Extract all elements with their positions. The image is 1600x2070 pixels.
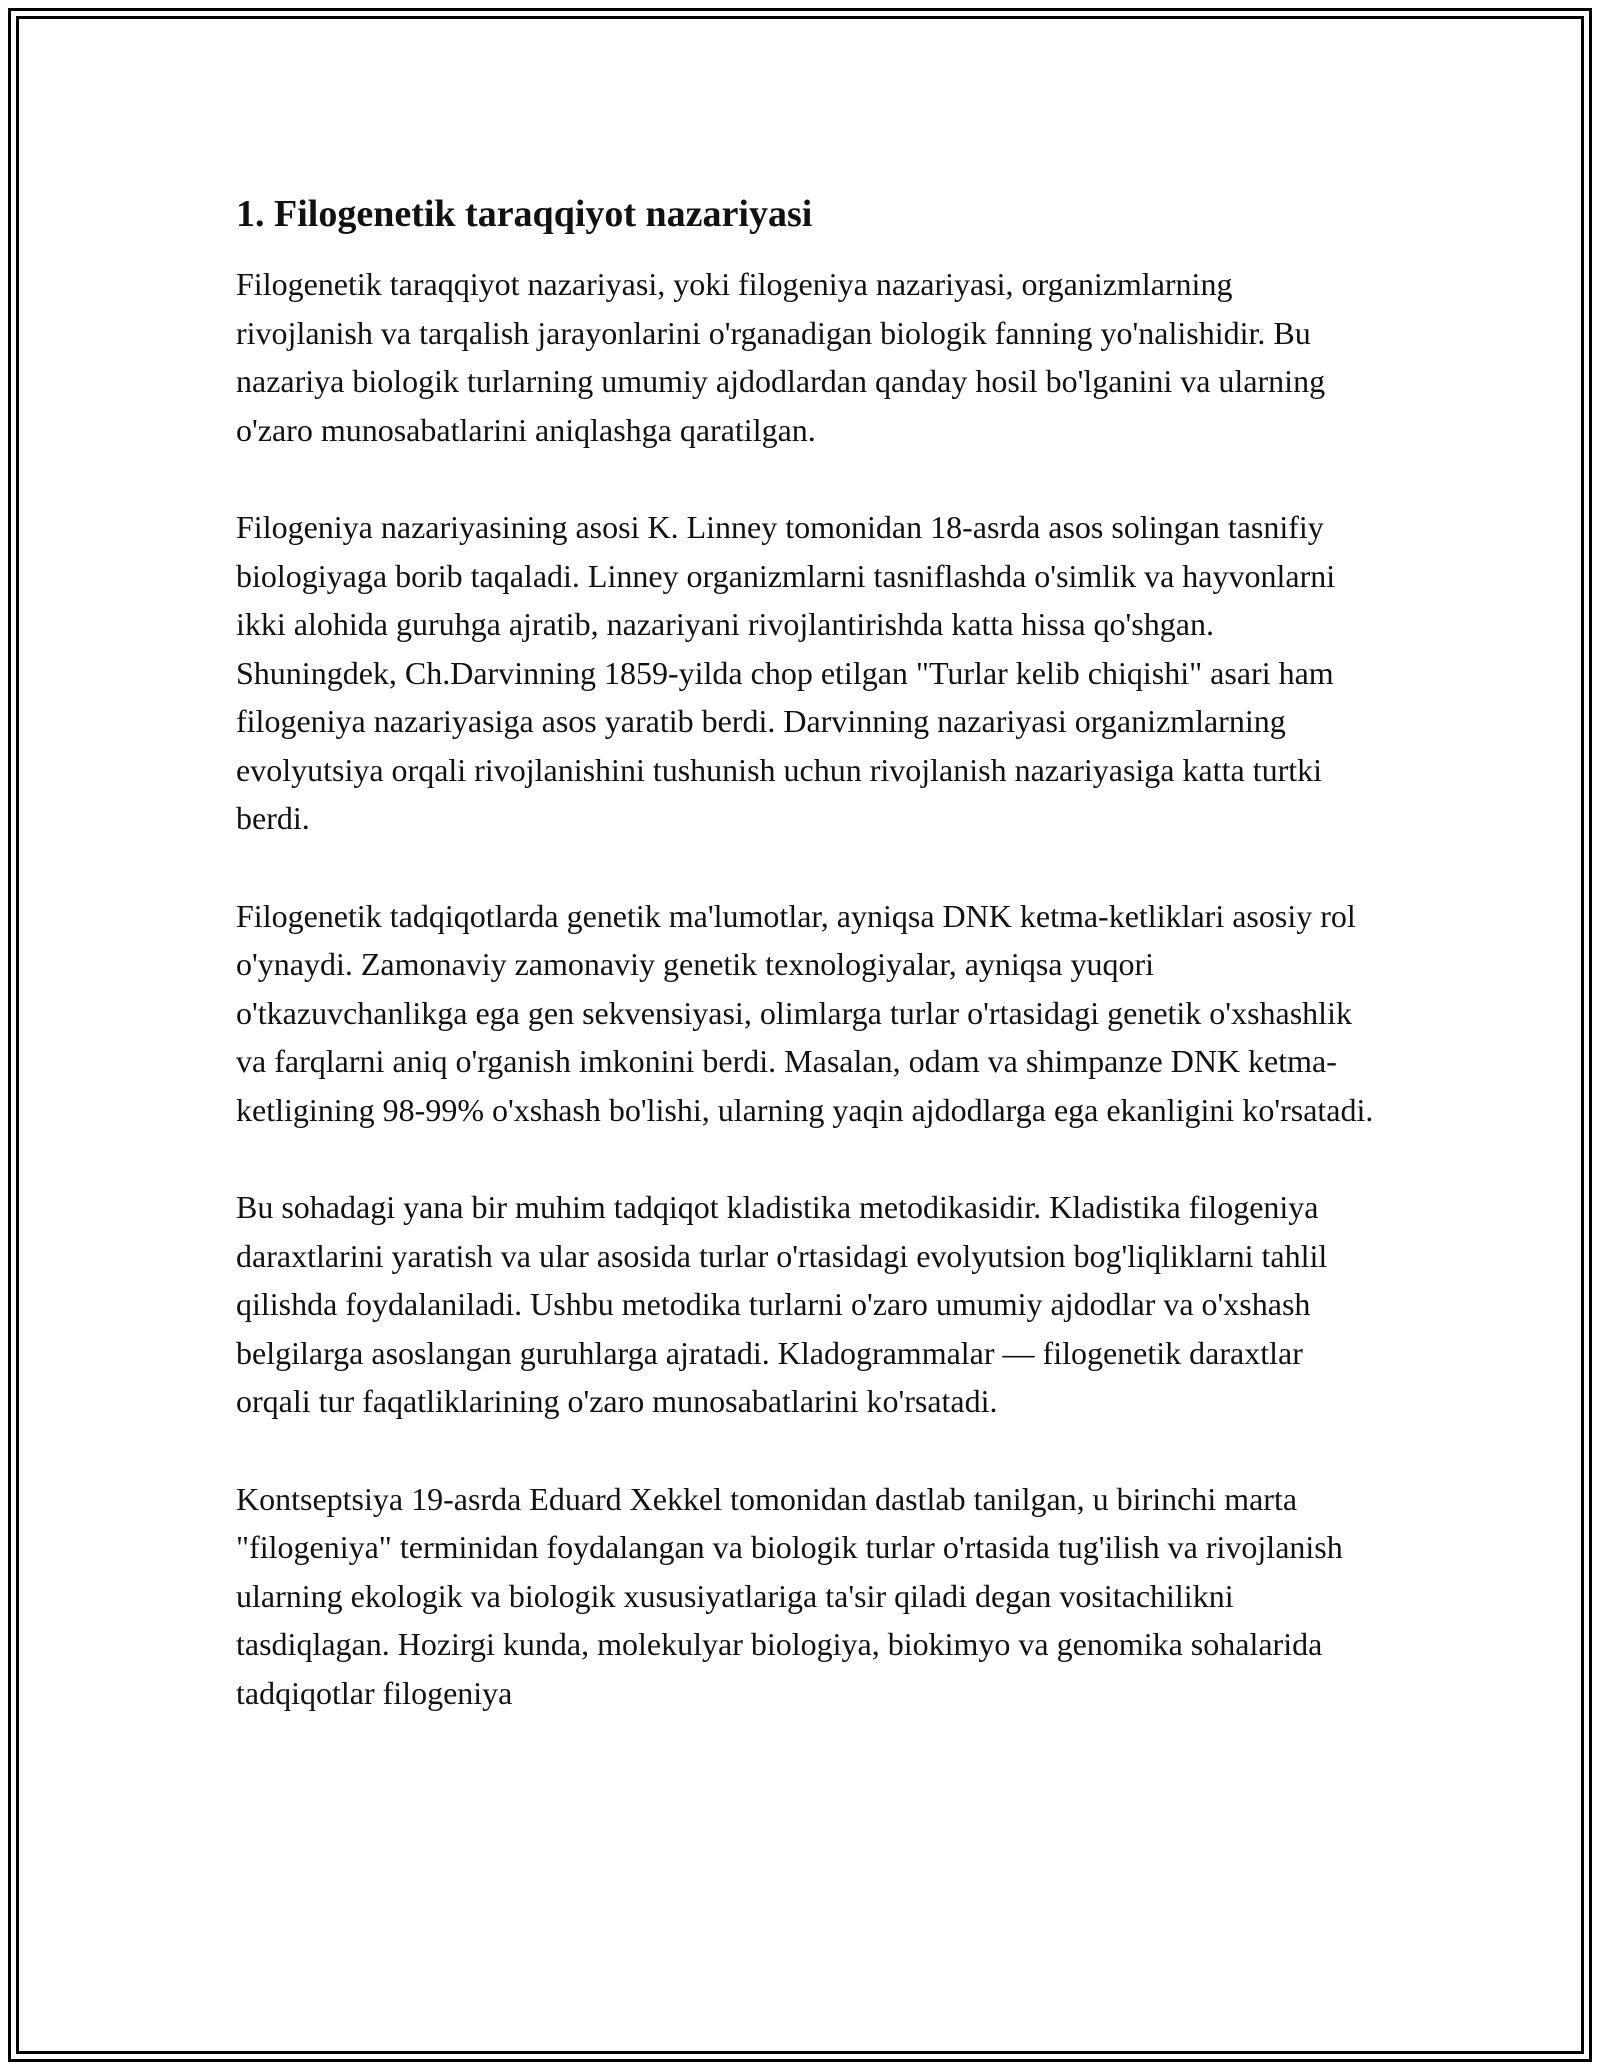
paragraph-genetics: Filogenetik tadqiqotlarda genetik ma'lumotlar, ayniqsa DNK ketma-ketliklari asosiy rol o'ynaydi. Zamonaviy zamonaviy genetik texnologiyalar, ayniqsa yuqori o'tkazuvchanlikga ega gen sekvensiyasi, olimlarga turlar o'rtasidagi genetik o'xshashlik va farqlarni aniq o'rganish imkonini berdi. Masalan, odam va shimpanze DNK ketma-ketligining 98-99% o'xshash bo'lishi, ularning yaqin ajdodlarga ega ekanligini ko'rsatadi. (236, 897, 1374, 1128)
document-body (236, 190, 1376, 1766)
paragraph-history: Filogeniya nazariyasining asosi K. Linney tomonidan 18-asrda asos solingan tasnifiy biologiyaga borib taqaladi. Linney organizmlarni tasniflashda o'simlik va hayvonlarni ikki alohida guruhga ajratib, nazariyani rivojlantirishda katta hissa qo'shgan. Shuningdek, Ch.Darvinning 1859-yilda chop etilgan "Turlar kelib chiqishi" asari ham filogeniya nazariyasiga asos yaratib berdi. Darvinning nazariyasi organizmlarning evolyutsiya orqali rivojlanishini tushunish uchun rivojlanish nazariyasiga katta turtki berdi. (236, 509, 1336, 836)
paragraph-intro: Filogenetik taraqqiyot nazariyasi, yoki filogeniya nazariyasi, organizmlarning rivojlanish va tarqalish jarayonlarini o'rganadigan biologik fanning yo'nalishidir. Bu nazariya biologik turlarning umumiy ajdodlardan qanday hosil bo'lganini va ularning o'zaro munosabatlarini aniqlashga qaratilgan. (236, 266, 1326, 448)
paragraph-cladistics: Bu sohadagi yana bir muhim tadqiqot kladistika metodikasidir. Kladistika filogeniya daraxtlarini yaratish va ular asosida turlar o'rtasidagi evolyutsion bog'liqliklarni tahlil qilishda foydalaniladi. Ushbu metodika turlarni o'zaro umumiy ajdodlar va o'xshash belgilarga asoslangan guruhlarga ajratadi. Kladogrammalar — filogenetik daraxtlar orqali tur faqatliklarining o'zaro munosabatlarini ko'rsatadi. (236, 1189, 1328, 1419)
section-heading: 1. Filogenetik taraqqiyot nazariyasi (236, 193, 813, 235)
paragraph-haeckel: Kontseptsiya 19-asrda Eduard Xekkel tomonidan dastlab tanilgan, u birinchi marta "filogeniya" terminidan foydalangan va biologik turlar o'rtasida tug'ilish va rivojlanish ularning ekologik va biologik xususiyatlariga ta'sir qiladi degan vositachilikni tasdiqlagan. Hozirgi kunda, molekulyar biologiya, biokimyo va genomika sohalarida tadqiqotlar filogeniya (236, 1480, 1343, 1711)
